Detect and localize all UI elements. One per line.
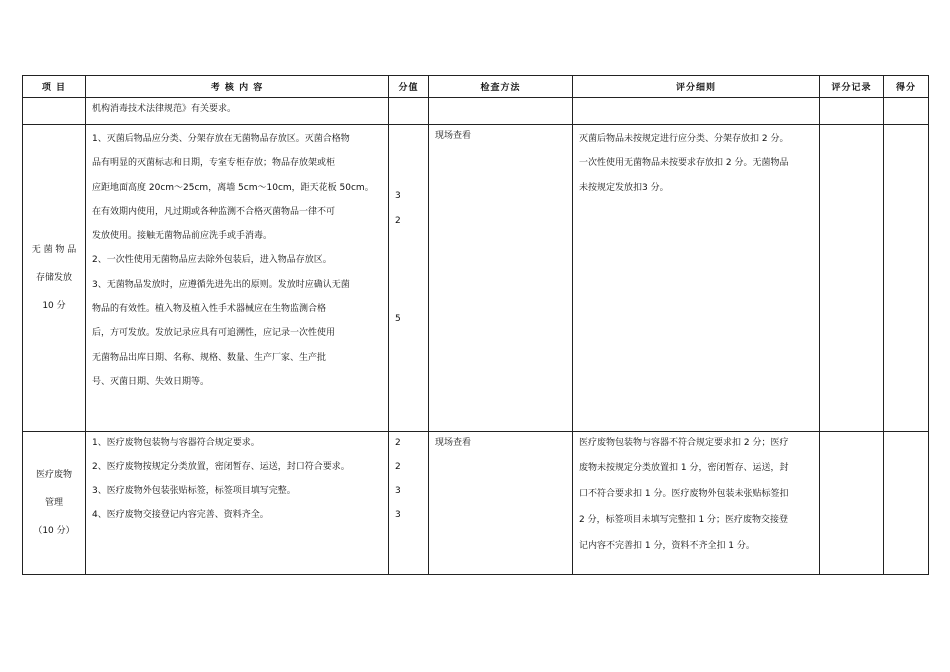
row2-score-value: 3 <box>395 510 401 520</box>
row1-record-cell <box>820 125 884 432</box>
row1-content-line: 3、无菌物品发放时，应遵循先进先出的原则。发放时应确认无菌 <box>92 279 350 290</box>
row2-rule-line: 记内容不完善扣 1 分，资料不齐全扣 1 分。 <box>579 541 755 551</box>
table-row <box>23 432 929 575</box>
row1-content-line: 2、一次性使用无菌物品应去除外包装后，进入物品存放区。 <box>92 255 332 266</box>
row1-rule-line: 一次性使用无菌物品未按要求存放扣 2 分。无菌物品 <box>579 158 789 169</box>
header-record: 评分记录 <box>820 76 884 98</box>
row1-content-line: 品有明显的灭菌标志和日期，专室专柜存放；物品存放架或柜 <box>92 158 336 169</box>
row2-rule-cell <box>573 432 820 575</box>
row1-content-line: 无菌物品出库日期、名称、规格、数量、生产厂家、生产批 <box>92 352 327 363</box>
row0-method-cell <box>429 98 573 125</box>
row1-method-cell <box>429 125 573 432</box>
row0-content-text: 机构消毒技术法律规范》有关要求。 <box>92 104 237 114</box>
row1-result-cell <box>884 125 929 432</box>
row1-item-line: 无 菌 物 品 <box>31 245 77 255</box>
row2-rule-line: 口不符合要求扣 1 分。医疗废物外包装未张贴标签扣 <box>579 489 789 499</box>
row2-rule-line: 医疗废物包装物与容器不符合规定要求扣 2 分；医疗 <box>579 438 789 448</box>
row2-score-value: 3 <box>395 486 401 496</box>
header-rule: 评分细则 <box>573 76 820 98</box>
row2-content-line: 1、医疗废物包装物与容器符合规定要求。 <box>92 438 260 448</box>
table-row <box>23 98 929 125</box>
row1-content-cell <box>86 125 389 432</box>
row2-method-text: 现场查看 <box>435 438 472 448</box>
row0-score-cell <box>389 98 429 125</box>
row2-item-line: 管理 <box>44 498 63 508</box>
row2-content-line: 4、医疗废物交接登记内容完善、资料齐全。 <box>92 510 269 520</box>
table-row <box>23 125 929 432</box>
row2-score-value: 2 <box>395 438 401 448</box>
row2-score-value: 2 <box>395 462 401 472</box>
row1-content-line: 后，方可发放。发放记录应具有可追溯性，应记录一次性使用 <box>92 328 336 339</box>
row0-rule-cell <box>573 98 820 125</box>
row2-rule-line: 废物未按规定分类放置扣 1 分，密闭暂存、运送，封 <box>579 463 789 473</box>
row2-rule-line: 2 分，标签项目未填写完整扣 1 分；医疗废物交接登 <box>579 515 789 525</box>
row0-record-cell <box>820 98 884 125</box>
row1-score-cell <box>389 125 429 432</box>
row2-content-line: 2、医疗废物按规定分类放置，密闭暂存、运送，封口符合要求。 <box>92 462 350 472</box>
row2-item-line: 医疗废物 <box>35 470 72 480</box>
row2-item-cell <box>23 432 86 575</box>
row1-rule-line: 灭菌后物品未按规定进行应分类、分架存放扣 2 分。 <box>579 134 789 144</box>
row1-content-line: 发放使用。接触无菌物品前应洗手或手消毒。 <box>92 231 273 242</box>
header-item: 项 目 <box>23 76 86 98</box>
assessment-table <box>22 75 929 575</box>
row1-content-line: 物品的有效性。植入物及植入性手术器械应在生物监测合格 <box>92 304 327 315</box>
row1-item-cell <box>23 125 86 432</box>
header-content: 考 核 内 容 <box>86 76 389 98</box>
row2-content-cell <box>86 432 389 575</box>
row1-content-line: 1、灭菌后物品应分类、分架存放在无菌物品存放区。灭菌合格物 <box>92 134 350 144</box>
header-row <box>23 76 929 98</box>
row1-method-text: 现场查看 <box>435 131 472 141</box>
row2-method-cell <box>429 432 573 575</box>
row2-record-cell <box>820 432 884 575</box>
row1-score-value: 2 <box>395 216 401 226</box>
row2-content-line: 3、医疗废物外包装张贴标签，标签项目填写完整。 <box>92 486 296 496</box>
header-score: 分值 <box>389 76 429 98</box>
row0-result-cell <box>884 98 929 125</box>
row1-item-line: 10 分 <box>42 301 66 311</box>
row2-item-line: （10 分） <box>33 526 75 536</box>
row0-content-cell <box>86 98 389 125</box>
row1-rule-cell <box>573 125 820 432</box>
row0-item-cell <box>23 98 86 125</box>
row2-result-cell <box>884 432 929 575</box>
row1-item-line: 存储发放 <box>35 273 72 283</box>
row1-score-value: 5 <box>395 314 401 324</box>
row1-content-line: 在有效期内使用，凡过期或各种监测不合格灭菌物品一律不可 <box>92 206 336 217</box>
header-method: 检查方法 <box>429 76 573 98</box>
header-result: 得分 <box>884 76 929 98</box>
row1-score-value: 3 <box>395 191 401 201</box>
row2-score-cell <box>389 432 429 575</box>
row1-content-line: 应距地面高度 20cm～25cm，离墙 5cm～10cm，距天花板 50cm。 <box>92 182 374 193</box>
row1-rule-line: 未按规定发放扣3 分。 <box>579 182 669 193</box>
row1-content-line: 号、灭菌日期、失效日期等。 <box>92 376 210 387</box>
